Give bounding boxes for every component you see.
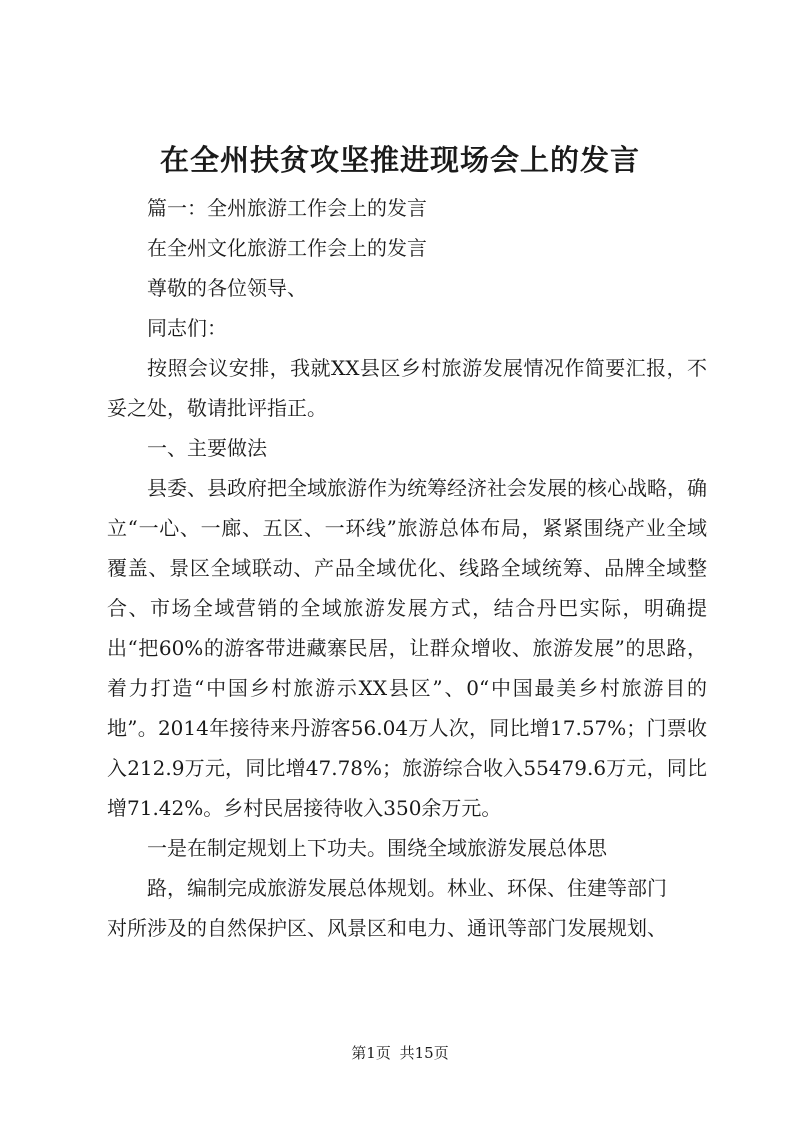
- paragraph-planning-1: 一是在制定规划上下功夫。围绕全域旅游发展总体思: [147, 836, 607, 860]
- paragraph-main: 县委、县政府把全域旅游作为统筹经济社会发展的核心战略，确立“一心、一廊、五区、一环线”旅游总体布局，紧紧围绕产业全域覆盖、景区全域联动、产品全域优化、线路全域统筹、品牌全域整合、市场全域营销的全域旅游发展方式，结合丹巴实际，明确提出“把60%的游客带进藏寨民居，让群众增收、旅游发展”的思路，着力打造“中国乡村旅游示XX县区”、0“中国最美乡村旅游目的地”。2014年接待来丹游客56.04万人次，同比增17.57%；门票收入212.9万元，同比增47.78%；旅游综合收入55479.6万元，同比增71.42%。乡村民居接待收入350余万元。: [107, 476, 707, 820]
- paragraph-heading-1: 篇一：全州旅游工作会上的发言: [147, 196, 427, 220]
- paragraph-subtitle: 在全州文化旅游工作会上的发言: [147, 236, 427, 260]
- paragraph-salutation-2: 同志们：: [147, 316, 227, 340]
- page-footer: [0, 1043, 800, 1063]
- document-body: [107, 188, 707, 948]
- paragraph-planning-2: 路，编制完成旅游发展总体规划。林业、环保、住建等部门: [147, 876, 667, 900]
- paragraph-planning-3: 对所涉及的自然保护区、风景区和电力、通讯等部门发展规划、: [107, 916, 667, 940]
- page-total: 共15页: [399, 1044, 449, 1062]
- paragraph-intro: 按照会议安排，我就XX县区乡村旅游发展情况作简要汇报，不妥之处，敬请批评指正。: [107, 356, 707, 420]
- paragraph-section-heading: 一、主要做法: [147, 436, 267, 460]
- document-title: 在全州扶贫攻坚推进现场会上的发言: [159, 143, 640, 177]
- page-number: 第1页: [351, 1044, 391, 1062]
- paragraph-salutation-1: 尊敬的各位领导、: [147, 276, 307, 300]
